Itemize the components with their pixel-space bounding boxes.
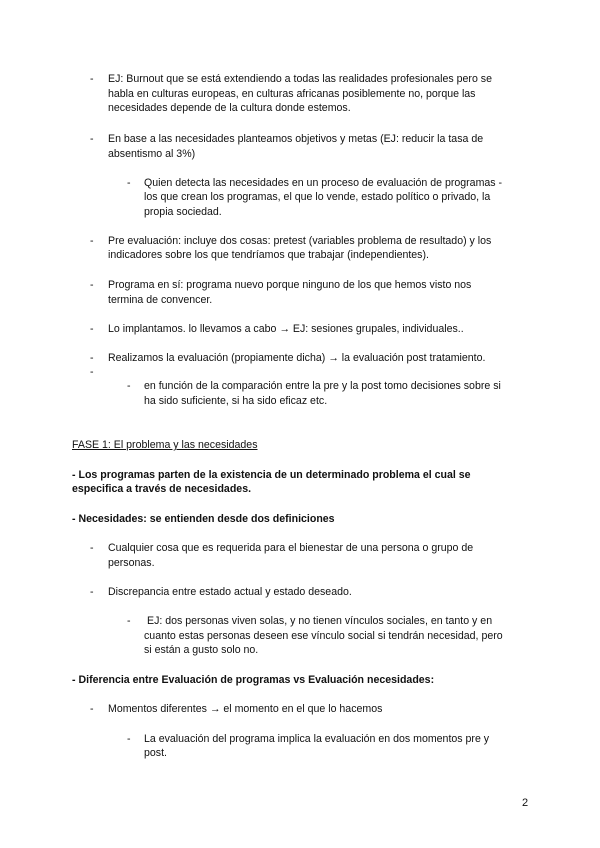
bullet-dash: -	[90, 366, 94, 378]
bullet-dash: -	[90, 73, 94, 85]
bullet-text: necesidades depende de la cultura donde estemos.	[108, 102, 351, 114]
sub-bullet-dash: -	[127, 380, 131, 392]
bullet-text: Cualquier cosa que es requerida para el bienestar de una persona o grupo de	[108, 542, 474, 554]
sub-bullet-text: La evaluación del programa implica la evaluación en dos momentos pre y	[144, 733, 490, 745]
bullet-text: Realizamos la evaluación (propiamente dicha) → la evaluación post tratamiento.	[108, 352, 486, 364]
bullet-text: Momentos diferentes → el momento en el que lo hacemos	[108, 703, 383, 715]
bullet-text: indicadores sobre los que tendríamos que trabajar (independientes).	[108, 249, 429, 261]
bullet-text: Discrepancia entre estado actual y estado deseado.	[108, 586, 352, 598]
sub-bullet-text: post.	[144, 747, 167, 759]
bullet-text: termina de convencer.	[108, 294, 213, 306]
page-number: 2	[522, 797, 529, 809]
sub-bullet-text: los que crean los programas, el que lo vende, estado político o privado, la	[144, 191, 491, 203]
bullet-text: En base a las necesidades planteamos objetivos y metas (EJ: reducir la tasa de	[108, 133, 484, 145]
bullet-text: Pre evaluación: incluye dos cosas: pretest (variables problema de resultado) y los	[108, 235, 492, 247]
bullet-dash: -	[90, 703, 94, 715]
sub-bullet-dash: -	[127, 615, 131, 627]
bullet-dash: -	[90, 235, 94, 247]
sub-bullet-dash: -	[127, 733, 131, 745]
bullet-text: Lo implantamos. lo llevamos a cabo → EJ: sesiones grupales, individuales..	[108, 323, 464, 335]
sub-bullet-text: EJ: dos personas viven solas, y no tienen vínculos sociales, en tanto y en	[147, 615, 493, 627]
sub-bullet-text: en función de la comparación entre la pre y la post tomo decisiones sobre si	[144, 380, 501, 392]
bullet-dash: -	[90, 323, 94, 335]
sub-bullet-text: cuanto estas personas deseen ese vínculo social si tendrán necesidad, pero	[144, 630, 503, 642]
section-heading-fase1: FASE 1: El problema y las necesidades	[72, 439, 258, 451]
bold-heading-needs: - Necesidades: se entienden desde dos definiciones	[72, 513, 335, 525]
bullet-dash: -	[90, 352, 94, 364]
bullet-dash: -	[90, 542, 94, 554]
sub-bullet-text: si están a gusto solo no.	[144, 644, 259, 656]
bullet-dash: -	[90, 586, 94, 598]
bullet-dash: -	[90, 279, 94, 291]
sub-bullet-dash: -	[127, 177, 131, 189]
sub-bullet-text: propia sociedad.	[144, 206, 222, 218]
bullet-text: personas.	[108, 557, 155, 569]
sub-bullet-text: Quien detecta las necesidades en un proceso de evaluación de programas -	[144, 177, 503, 189]
bullet-text: Programa en sí: programa nuevo porque ninguno de los que hemos visto nos	[108, 279, 472, 291]
bold-paragraph-programs: - Los programas parten de la existencia de un determinado problema el cual se	[72, 469, 471, 481]
bullet-text: EJ: Burnout que se está extendiendo a todas las realidades profesionales pero se	[108, 73, 492, 85]
bullet-dash: -	[90, 133, 94, 145]
sub-bullet-text: ha sido suficiente, si ha sido eficaz etc.	[144, 395, 328, 407]
bold-paragraph-programs-cont: especifica a través de necesidades.	[72, 483, 252, 495]
bullet-text: habla en culturas europeas, en culturas africanas posiblemente no, porque las	[108, 88, 476, 100]
bold-heading-difference: - Diferencia entre Evaluación de programas vs Evaluación necesidades:	[72, 674, 435, 686]
bullet-text: absentismo al 3%)	[108, 148, 196, 160]
